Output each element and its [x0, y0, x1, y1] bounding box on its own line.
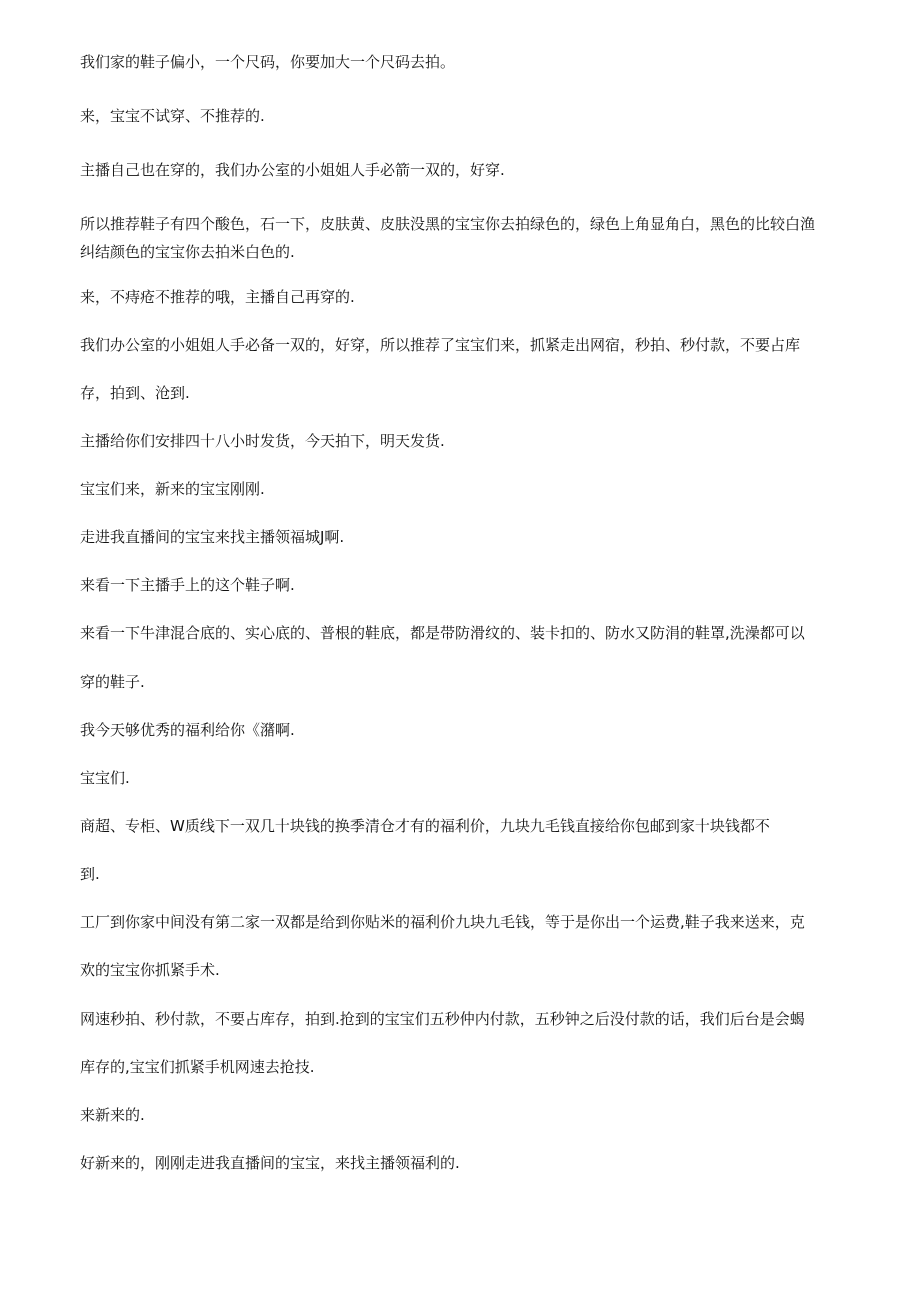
text-line: 来看一下主播手上的这个鞋子啊.: [80, 576, 295, 594]
text-line: 商超、专柜、W质线下一双几十块钱的换季清仓才有的福利价，九块九毛钱直接给你包邮到家十块钱都不: [80, 817, 770, 835]
text-line: 我们家的鞋子偏小，一个尺码，你要加大一个尺码去拍。: [80, 53, 456, 71]
text-line: 宝宝们.: [80, 769, 130, 787]
text-line: 工厂到你家中间没有第二家一双都是给到你贴米的福利价九块九毛钱，等于是你出一个运费,鞋子我来送来，克: [80, 913, 805, 931]
text-line: 主播给你们安排四十八小时发货，今天拍下，明天发货.: [80, 432, 445, 450]
text-line: 纠结颜色的宝宝你去拍米白色的.: [80, 243, 295, 261]
text-line: 我今天够优秀的福利给你《潴啊.: [80, 721, 295, 739]
text-line: 库存的,宝宝们抓紧手机网速去抢技.: [80, 1058, 315, 1076]
text-line: 所以推荐鞋子有四个酸色，石一下，皮肤黄、皮肤没黑的宝宝你去拍绿色的，绿色上角显角白，黑色的比较白渔: [80, 215, 816, 233]
text-line: 穿的鞋子.: [80, 673, 145, 691]
text-line: 网速秒拍、秒付款，不要占库存，拍到.抢到的宝宝们五秒仲内付款，五秒钟之后没付款的话，我们后台是会蝎: [80, 1010, 805, 1028]
text-line: 宝宝们来，新来的宝宝刚刚.: [80, 480, 265, 498]
text-line: 好新来的，刚刚走进我直播间的宝宝，来找主播领福利的.: [80, 1154, 460, 1172]
text-line: 来看一下牛津混合底的、实心底的、普根的鞋底，都是带防滑纹的、装卡扣的、防水又防涓的鞋罩,洗澡都可以: [80, 624, 805, 642]
text-line: 主播自己也在穿的，我们办公室的小姐姐人手必箭一双的，好穿.: [80, 161, 505, 179]
text-line: 来，不痔疮不推荐的哦，主播自己再穿的.: [80, 288, 355, 306]
text-line: 到.: [80, 865, 100, 883]
text-line: 走进我直播间的宝宝来找主播领福城J啊.: [80, 528, 345, 546]
text-line: 来，宝宝不试穿、不推荐的.: [80, 107, 265, 125]
text-line: 我们办公室的小姐姐人手必备一双的，好穿，所以推荐了宝宝们来，抓紧走出网宿，秒拍、秒付款，不要占库: [80, 336, 801, 354]
text-line: 欢的宝宝你抓紧手术.: [80, 961, 220, 979]
text-line: 来新来的.: [80, 1106, 145, 1124]
text-line: 存，拍到、沧到.: [80, 384, 190, 402]
